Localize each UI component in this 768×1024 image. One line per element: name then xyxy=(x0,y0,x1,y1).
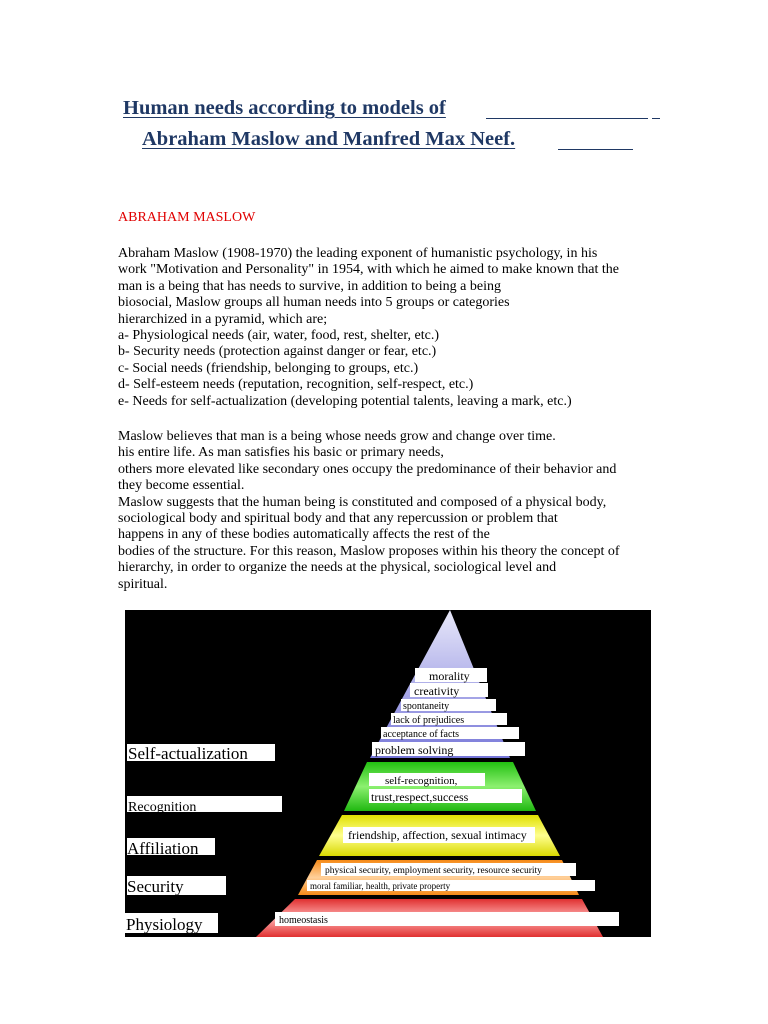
svg-text:self-recognition,: self-recognition, xyxy=(385,775,458,787)
title-underline-extension-1 xyxy=(486,118,648,119)
pyramid-item xyxy=(391,713,507,726)
svg-text:trust,respect,success: trust,respect,success xyxy=(371,790,469,804)
list-item: a- Physiological needs (air, water, food, rest, shelter, etc.) xyxy=(118,327,439,343)
list-item: c- Social needs (friendship, belonging to groups, etc.) xyxy=(118,360,419,376)
svg-text:acceptance of facts: acceptance of facts xyxy=(383,729,460,740)
level-label-physiology xyxy=(125,913,218,934)
title-underline-extension-2 xyxy=(558,149,633,150)
text-line: Maslow suggests that the human being is constituted and composed of a physical body, xyxy=(118,494,607,510)
svg-text:physical security, employment: physical security, employment security, resource security xyxy=(325,866,542,876)
text-line: his entire life. As man satisfies his basic or primary needs, xyxy=(118,445,444,461)
pyramid-item xyxy=(381,727,519,740)
text-line: others more elevated like secondary ones occupy the predominance of their behavior and xyxy=(118,461,617,477)
list-item: b- Security needs (protection against danger or fear, etc.) xyxy=(118,344,437,360)
svg-text:Recognition: Recognition xyxy=(128,800,197,815)
svg-text:Physiology: Physiology xyxy=(126,915,203,934)
text-line: sociological body and spiritual body and that any repercussion or problem that xyxy=(118,510,558,526)
text-line: Abraham Maslow (1908-1970) the leading exponent of humanistic psychology, in his xyxy=(118,246,598,261)
svg-text:problem solving: problem solving xyxy=(375,743,454,757)
pyramid-item xyxy=(275,912,619,926)
svg-text:creativity: creativity xyxy=(414,684,460,698)
text-line: bodies of the structure. For this reason, Maslow proposes within his theory the concept of xyxy=(118,543,620,559)
list-item: e- Needs for self-actualization (developing potential talents, leaving a mark, etc.) xyxy=(118,393,572,409)
text-line: biosocial, Maslow groups all human needs into 5 groups or categories xyxy=(118,295,510,311)
text-line: man is a being that has needs to survive, in addition to being a being xyxy=(118,278,501,294)
pyramid-item xyxy=(415,668,487,683)
pyramid-item xyxy=(401,699,496,712)
pyramid-item xyxy=(369,773,485,787)
maslow-pyramid-diagram xyxy=(125,610,651,937)
svg-text:friendship, affection, sexual: friendship, affection, sexual intimacy xyxy=(348,828,527,842)
svg-text:morality: morality xyxy=(429,669,470,683)
svg-text:spontaneity: spontaneity xyxy=(403,701,450,712)
svg-text:Security: Security xyxy=(127,877,184,896)
text-line: work "Motivation and Personality" in 1954, with which he aimed to make known that the xyxy=(118,262,619,278)
svg-text:Affiliation: Affiliation xyxy=(127,839,199,858)
text-line: hierarchy, in order to organize the needs at the physical, sociological level and xyxy=(118,560,557,576)
text-line: spiritual. xyxy=(118,576,168,592)
text-line: they become essential. xyxy=(118,478,245,494)
paragraph-2 xyxy=(118,429,678,593)
level-label-affiliation xyxy=(127,838,215,858)
svg-text:homeostasis: homeostasis xyxy=(279,915,328,926)
pyramid-item xyxy=(369,789,522,804)
level-label-recognition xyxy=(127,796,282,815)
level-label-self-actualization xyxy=(127,744,275,763)
title-underline-dash xyxy=(652,118,660,119)
svg-text:moral familiar, health, privat: moral familiar, health, private property xyxy=(310,881,451,891)
pyramid-item xyxy=(321,863,576,876)
section-heading: ABRAHAM MASLOW xyxy=(118,210,256,225)
title-line-2 xyxy=(142,127,515,151)
svg-text:Self-actualization: Self-actualization xyxy=(128,744,248,763)
list-item: d- Self-esteem needs (reputation, recognition, self-respect, etc.) xyxy=(118,377,474,393)
title-text-1: Human needs according to models of xyxy=(123,97,446,119)
pyramid-item xyxy=(410,683,488,698)
svg-text:lack of prejudices: lack of prejudices xyxy=(393,715,465,726)
pyramid-item xyxy=(372,742,525,757)
pyramid-item xyxy=(343,827,535,843)
level-label-security xyxy=(127,876,226,896)
text-line: hierarchized in a pyramid, which are; xyxy=(118,311,328,327)
pyramid-item xyxy=(307,880,595,891)
title-text-2: Abraham Maslow and Manfred Max Neef. xyxy=(142,128,516,150)
title-line-1 xyxy=(123,96,446,120)
text-line: happens in any of these bodies automatically affects the rest of the xyxy=(118,527,490,543)
paragraph-1 xyxy=(118,246,678,410)
text-line: Maslow believes that man is a being whose needs grow and change over time. xyxy=(118,429,556,444)
